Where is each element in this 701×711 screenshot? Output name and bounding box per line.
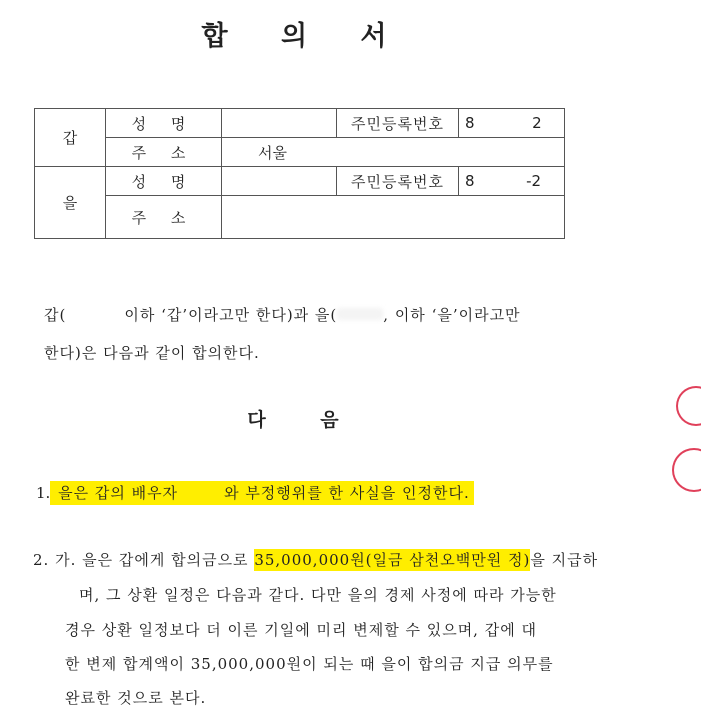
clause-1-number: 1. (36, 484, 51, 502)
clause-2-line-4: 한 변제 합계액이 35,000,000원이 되는 때 을이 합의금 지급 의무를 (65, 655, 554, 673)
gap-rrn-value-b: 2 (532, 114, 542, 132)
clause-1 (36, 482, 474, 503)
eul-name-value (222, 167, 337, 196)
clause-2-line-1 (33, 549, 598, 570)
eul-name-label: 성 명 (106, 167, 222, 196)
document-title: 합 의 서 (201, 21, 409, 52)
party-eul-address-row (35, 196, 565, 239)
gap-address-value: 서울 (222, 138, 565, 167)
intro-line-1-c: , 이하 ‘을’이라고만 (383, 306, 521, 324)
gap-name-label: 성 명 (106, 109, 222, 138)
eul-address-value (222, 196, 565, 239)
clause-2-suffix: 을 지급하 (530, 551, 599, 569)
gap-name-value (222, 109, 337, 138)
party-gap-label: 갑 (35, 109, 106, 167)
gap-rrn-value (459, 109, 565, 138)
intro-line-1 (44, 304, 521, 325)
eul-address-label: 주 소 (106, 196, 222, 239)
party-gap-address-row (35, 138, 565, 167)
clause-1-text-a: 을은 갑의 배우자 (52, 484, 179, 502)
clause-1-highlight (50, 481, 473, 505)
clause-2-amount: 35,000,000원(일금 삼천오백만원 정) (254, 551, 531, 569)
seal-stamp-mark-lower (672, 448, 701, 492)
eul-rrn-value-b: -2 (526, 172, 542, 190)
seal-stamp-mark-upper (676, 386, 701, 426)
eul-rrn-value (459, 167, 565, 196)
party-eul-label: 을 (35, 167, 106, 239)
clause-2-line-5: 완료한 것으로 본다. (65, 689, 207, 707)
section-heading: 다 음 (247, 409, 363, 431)
gap-rrn-label: 주민등록번호 (337, 109, 459, 138)
party-eul-name-row (35, 167, 565, 196)
gap-rrn-value-a: 8 (465, 114, 475, 132)
clause-2-line-2: 며, 그 상환 일정은 다음과 같다. 다만 을의 경제 사정에 따라 가능한 (79, 586, 557, 604)
eul-rrn-label: 주민등록번호 (337, 167, 459, 196)
party-gap-name-row (35, 109, 565, 138)
intro-line-1-b: 이하 ‘갑’이라고만 한다)과 을( (124, 306, 338, 324)
gap-address-label: 주 소 (106, 138, 222, 167)
intro-line-2: 한다)은 다음과 같이 합의한다. (44, 344, 260, 362)
clause-2-line-3: 경우 상환 일정보다 더 이른 기일에 미리 변제할 수 있으며, 갑에 대 (65, 621, 537, 639)
party-info-table (34, 108, 565, 239)
eul-rrn-value-a: 8 (465, 172, 475, 190)
clause-2-prefix: 2. 가. 을은 갑에게 합의금으로 (33, 551, 255, 569)
intro-line-1-a: 갑( (44, 306, 67, 324)
clause-1-text-b: 와 부정행위를 한 사실을 인정한다. (224, 484, 470, 502)
